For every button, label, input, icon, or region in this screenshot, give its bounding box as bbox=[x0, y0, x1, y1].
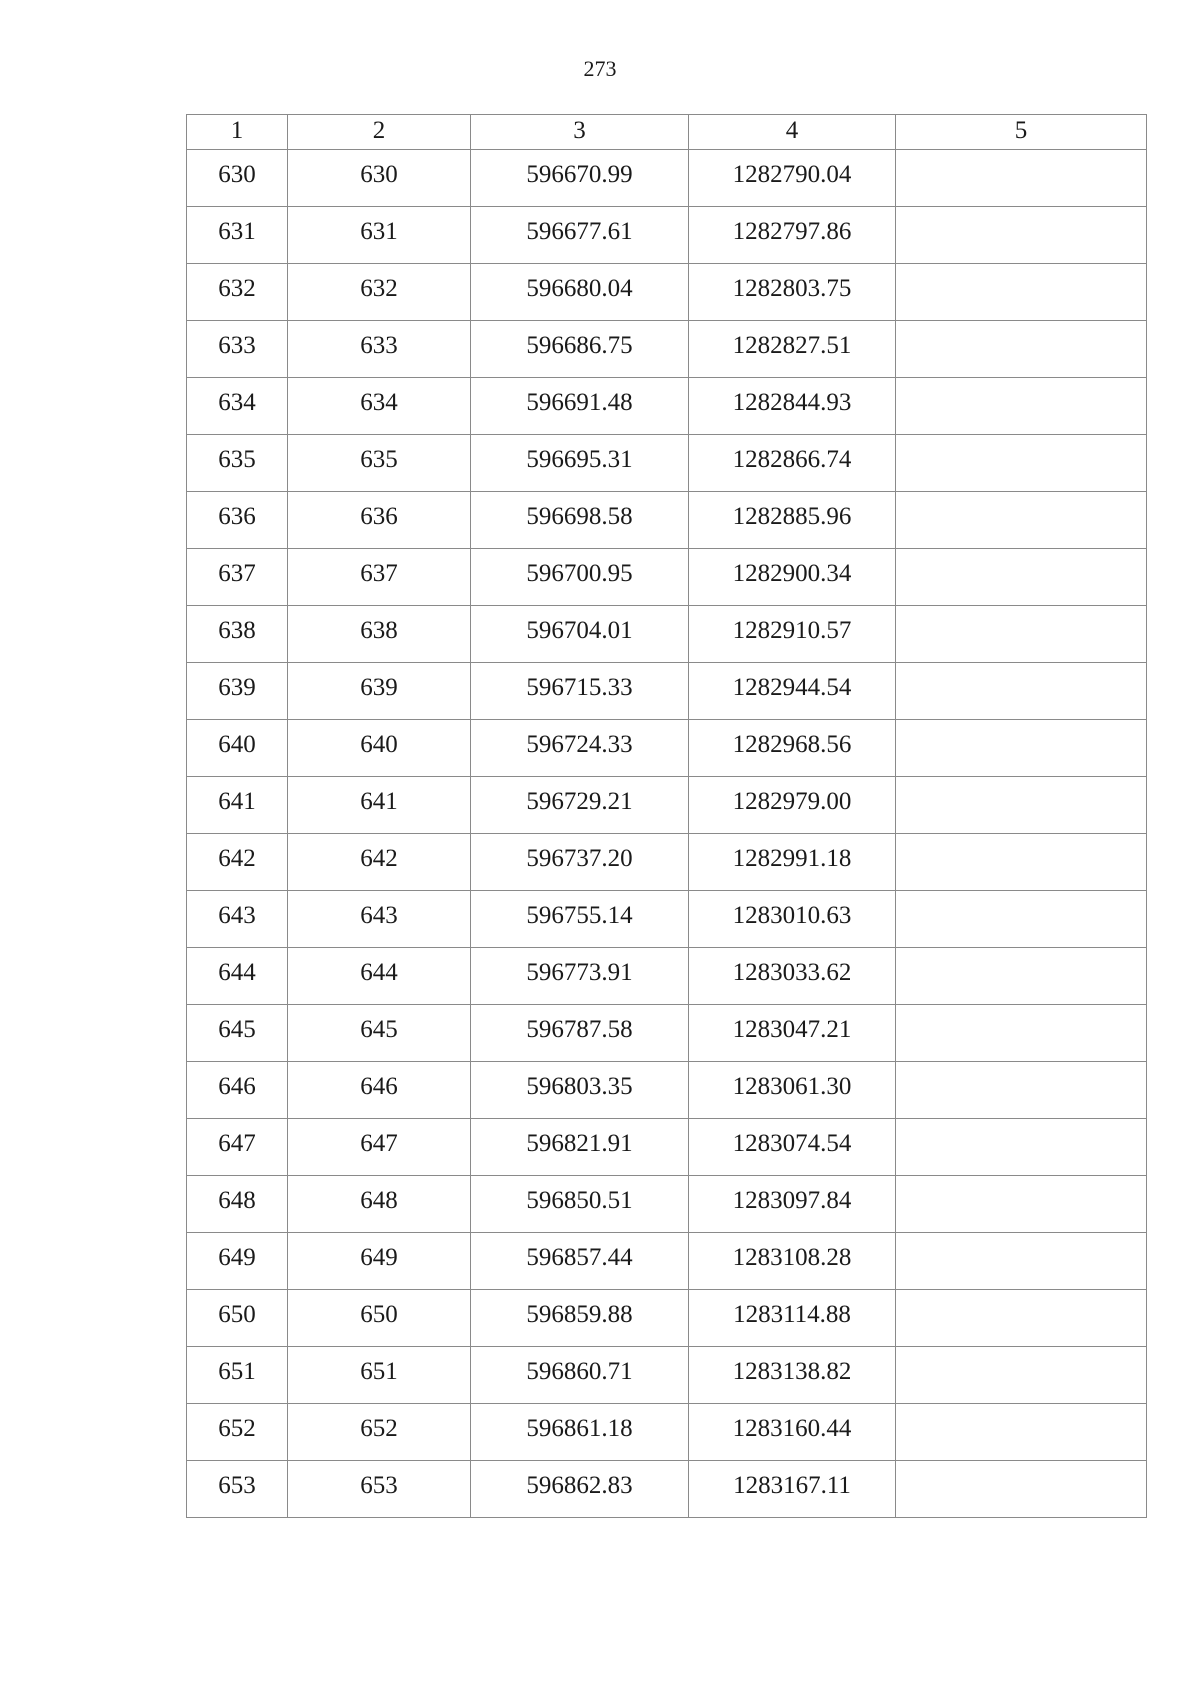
table-cell-col-4: 1283167.11 bbox=[689, 1461, 896, 1518]
table-cell-col-1: 630 bbox=[187, 150, 288, 207]
table-row bbox=[187, 1404, 1147, 1461]
table-cell-col-4: 1283074.54 bbox=[689, 1119, 896, 1176]
table-cell-col-3: 596803.35 bbox=[471, 1062, 689, 1119]
table-row bbox=[187, 1119, 1147, 1176]
table-cell-col-4: 1282803.75 bbox=[689, 264, 896, 321]
table-cell-col-5 bbox=[896, 1461, 1147, 1518]
table-cell-col-3: 596755.14 bbox=[471, 891, 689, 948]
table-row bbox=[187, 321, 1147, 378]
table-cell-col-4: 1283160.44 bbox=[689, 1404, 896, 1461]
coordinates-table bbox=[186, 114, 1147, 1518]
table-cell-col-2: 645 bbox=[288, 1005, 471, 1062]
table-cell-col-2: 633 bbox=[288, 321, 471, 378]
table-cell-col-1: 641 bbox=[187, 777, 288, 834]
table-cell-col-4: 1283061.30 bbox=[689, 1062, 896, 1119]
table-row bbox=[187, 834, 1147, 891]
table-cell-col-2: 631 bbox=[288, 207, 471, 264]
table-body bbox=[187, 150, 1147, 1518]
table-cell-col-5 bbox=[896, 264, 1147, 321]
table-cell-col-3: 596850.51 bbox=[471, 1176, 689, 1233]
table-cell-col-5 bbox=[896, 1062, 1147, 1119]
header-cell-col-3: 3 bbox=[471, 115, 689, 150]
table-cell-col-3: 596862.83 bbox=[471, 1461, 689, 1518]
table-cell-col-2: 639 bbox=[288, 663, 471, 720]
table-row bbox=[187, 264, 1147, 321]
table-cell-col-4: 1282866.74 bbox=[689, 435, 896, 492]
table-cell-col-5 bbox=[896, 891, 1147, 948]
table-row bbox=[187, 1176, 1147, 1233]
table-cell-col-1: 645 bbox=[187, 1005, 288, 1062]
table-row bbox=[187, 777, 1147, 834]
table-cell-col-3: 596729.21 bbox=[471, 777, 689, 834]
table-cell-col-3: 596857.44 bbox=[471, 1233, 689, 1290]
table-cell-col-4: 1283097.84 bbox=[689, 1176, 896, 1233]
table-cell-col-1: 637 bbox=[187, 549, 288, 606]
table-cell-col-1: 649 bbox=[187, 1233, 288, 1290]
table-cell-col-4: 1283114.88 bbox=[689, 1290, 896, 1347]
table-cell-col-2: 650 bbox=[288, 1290, 471, 1347]
table-cell-col-1: 635 bbox=[187, 435, 288, 492]
table-cell-col-2: 632 bbox=[288, 264, 471, 321]
table-cell-col-5 bbox=[896, 207, 1147, 264]
table-cell-col-1: 638 bbox=[187, 606, 288, 663]
table-row bbox=[187, 720, 1147, 777]
table-cell-col-3: 596773.91 bbox=[471, 948, 689, 1005]
table-cell-col-1: 632 bbox=[187, 264, 288, 321]
table-cell-col-2: 635 bbox=[288, 435, 471, 492]
table-cell-col-4: 1282910.57 bbox=[689, 606, 896, 663]
table-cell-col-4: 1283138.82 bbox=[689, 1347, 896, 1404]
table-cell-col-2: 647 bbox=[288, 1119, 471, 1176]
table-header bbox=[187, 115, 1147, 150]
table-cell-col-4: 1282968.56 bbox=[689, 720, 896, 777]
table-row bbox=[187, 549, 1147, 606]
table-cell-col-5 bbox=[896, 777, 1147, 834]
table-cell-col-2: 649 bbox=[288, 1233, 471, 1290]
table-row bbox=[187, 435, 1147, 492]
table-cell-col-3: 596695.31 bbox=[471, 435, 689, 492]
table-row bbox=[187, 207, 1147, 264]
table-cell-col-3: 596861.18 bbox=[471, 1404, 689, 1461]
table-cell-col-1: 642 bbox=[187, 834, 288, 891]
table-cell-col-3: 596691.48 bbox=[471, 378, 689, 435]
table-cell-col-5 bbox=[896, 1176, 1147, 1233]
table-cell-col-2: 630 bbox=[288, 150, 471, 207]
table-cell-col-4: 1282797.86 bbox=[689, 207, 896, 264]
table-cell-col-5 bbox=[896, 150, 1147, 207]
table-row bbox=[187, 891, 1147, 948]
table-cell-col-5 bbox=[896, 1119, 1147, 1176]
table-cell-col-3: 596670.99 bbox=[471, 150, 689, 207]
table-cell-col-4: 1282844.93 bbox=[689, 378, 896, 435]
table-cell-col-2: 642 bbox=[288, 834, 471, 891]
header-cell-col-1: 1 bbox=[187, 115, 288, 150]
table-cell-col-5 bbox=[896, 321, 1147, 378]
table-row bbox=[187, 1290, 1147, 1347]
table-cell-col-4: 1282991.18 bbox=[689, 834, 896, 891]
table-cell-col-4: 1283047.21 bbox=[689, 1005, 896, 1062]
table-cell-col-4: 1283033.62 bbox=[689, 948, 896, 1005]
table-cell-col-2: 644 bbox=[288, 948, 471, 1005]
table-cell-col-2: 638 bbox=[288, 606, 471, 663]
header-cell-col-2: 2 bbox=[288, 115, 471, 150]
table-cell-col-2: 646 bbox=[288, 1062, 471, 1119]
table-cell-col-1: 650 bbox=[187, 1290, 288, 1347]
table-row bbox=[187, 948, 1147, 1005]
table-row bbox=[187, 378, 1147, 435]
table-cell-col-5 bbox=[896, 1347, 1147, 1404]
table-cell-col-5 bbox=[896, 1233, 1147, 1290]
table-cell-col-4: 1283108.28 bbox=[689, 1233, 896, 1290]
table-cell-col-2: 648 bbox=[288, 1176, 471, 1233]
table-cell-col-1: 647 bbox=[187, 1119, 288, 1176]
table-cell-col-1: 648 bbox=[187, 1176, 288, 1233]
table-row bbox=[187, 606, 1147, 663]
table-cell-col-1: 652 bbox=[187, 1404, 288, 1461]
table-cell-col-1: 644 bbox=[187, 948, 288, 1005]
table-cell-col-4: 1283010.63 bbox=[689, 891, 896, 948]
table-cell-col-3: 596680.04 bbox=[471, 264, 689, 321]
table-cell-col-3: 596860.71 bbox=[471, 1347, 689, 1404]
table-cell-col-2: 636 bbox=[288, 492, 471, 549]
table-cell-col-2: 652 bbox=[288, 1404, 471, 1461]
table-row bbox=[187, 1233, 1147, 1290]
header-row bbox=[187, 115, 1147, 150]
table-cell-col-4: 1282827.51 bbox=[689, 321, 896, 378]
table-cell-col-1: 633 bbox=[187, 321, 288, 378]
table-row bbox=[187, 1461, 1147, 1518]
table-cell-col-4: 1282790.04 bbox=[689, 150, 896, 207]
table-cell-col-2: 637 bbox=[288, 549, 471, 606]
table-cell-col-5 bbox=[896, 1005, 1147, 1062]
table-cell-col-5 bbox=[896, 1290, 1147, 1347]
table-cell-col-2: 640 bbox=[288, 720, 471, 777]
table-cell-col-2: 651 bbox=[288, 1347, 471, 1404]
table-row bbox=[187, 1347, 1147, 1404]
table-cell-col-1: 640 bbox=[187, 720, 288, 777]
table-cell-col-5 bbox=[896, 720, 1147, 777]
table-cell-col-1: 636 bbox=[187, 492, 288, 549]
header-cell-col-4: 4 bbox=[689, 115, 896, 150]
table-cell-col-5 bbox=[896, 435, 1147, 492]
table-cell-col-5 bbox=[896, 378, 1147, 435]
table-cell-col-5 bbox=[896, 1404, 1147, 1461]
table-row bbox=[187, 1005, 1147, 1062]
table-cell-col-3: 596737.20 bbox=[471, 834, 689, 891]
table-cell-col-5 bbox=[896, 606, 1147, 663]
table-cell-col-5 bbox=[896, 492, 1147, 549]
table-cell-col-1: 653 bbox=[187, 1461, 288, 1518]
table-cell-col-1: 639 bbox=[187, 663, 288, 720]
table-cell-col-3: 596704.01 bbox=[471, 606, 689, 663]
table-cell-col-3: 596698.58 bbox=[471, 492, 689, 549]
table-cell-col-1: 651 bbox=[187, 1347, 288, 1404]
table-cell-col-1: 646 bbox=[187, 1062, 288, 1119]
table-cell-col-4: 1282944.54 bbox=[689, 663, 896, 720]
table-cell-col-5 bbox=[896, 948, 1147, 1005]
table-cell-col-1: 631 bbox=[187, 207, 288, 264]
page-number: 273 bbox=[583, 56, 617, 81]
table-cell-col-2: 653 bbox=[288, 1461, 471, 1518]
table-cell-col-3: 596724.33 bbox=[471, 720, 689, 777]
table-cell-col-3: 596700.95 bbox=[471, 549, 689, 606]
table-cell-col-2: 641 bbox=[288, 777, 471, 834]
table-cell-col-4: 1282900.34 bbox=[689, 549, 896, 606]
table-cell-col-5 bbox=[896, 834, 1147, 891]
table-row bbox=[187, 150, 1147, 207]
table-row bbox=[187, 1062, 1147, 1119]
table-cell-col-5 bbox=[896, 549, 1147, 606]
table-cell-col-5 bbox=[896, 663, 1147, 720]
table-cell-col-3: 596821.91 bbox=[471, 1119, 689, 1176]
table-cell-col-3: 596686.75 bbox=[471, 321, 689, 378]
table-cell-col-2: 634 bbox=[288, 378, 471, 435]
table-cell-col-4: 1282979.00 bbox=[689, 777, 896, 834]
header-cell-col-5: 5 bbox=[896, 115, 1147, 150]
table-cell-col-1: 643 bbox=[187, 891, 288, 948]
table-row bbox=[187, 663, 1147, 720]
table-cell-col-3: 596859.88 bbox=[471, 1290, 689, 1347]
table-cell-col-4: 1282885.96 bbox=[689, 492, 896, 549]
table-row bbox=[187, 492, 1147, 549]
table-cell-col-1: 634 bbox=[187, 378, 288, 435]
table-cell-col-2: 643 bbox=[288, 891, 471, 948]
table-cell-col-3: 596787.58 bbox=[471, 1005, 689, 1062]
table-cell-col-3: 596715.33 bbox=[471, 663, 689, 720]
table-cell-col-3: 596677.61 bbox=[471, 207, 689, 264]
